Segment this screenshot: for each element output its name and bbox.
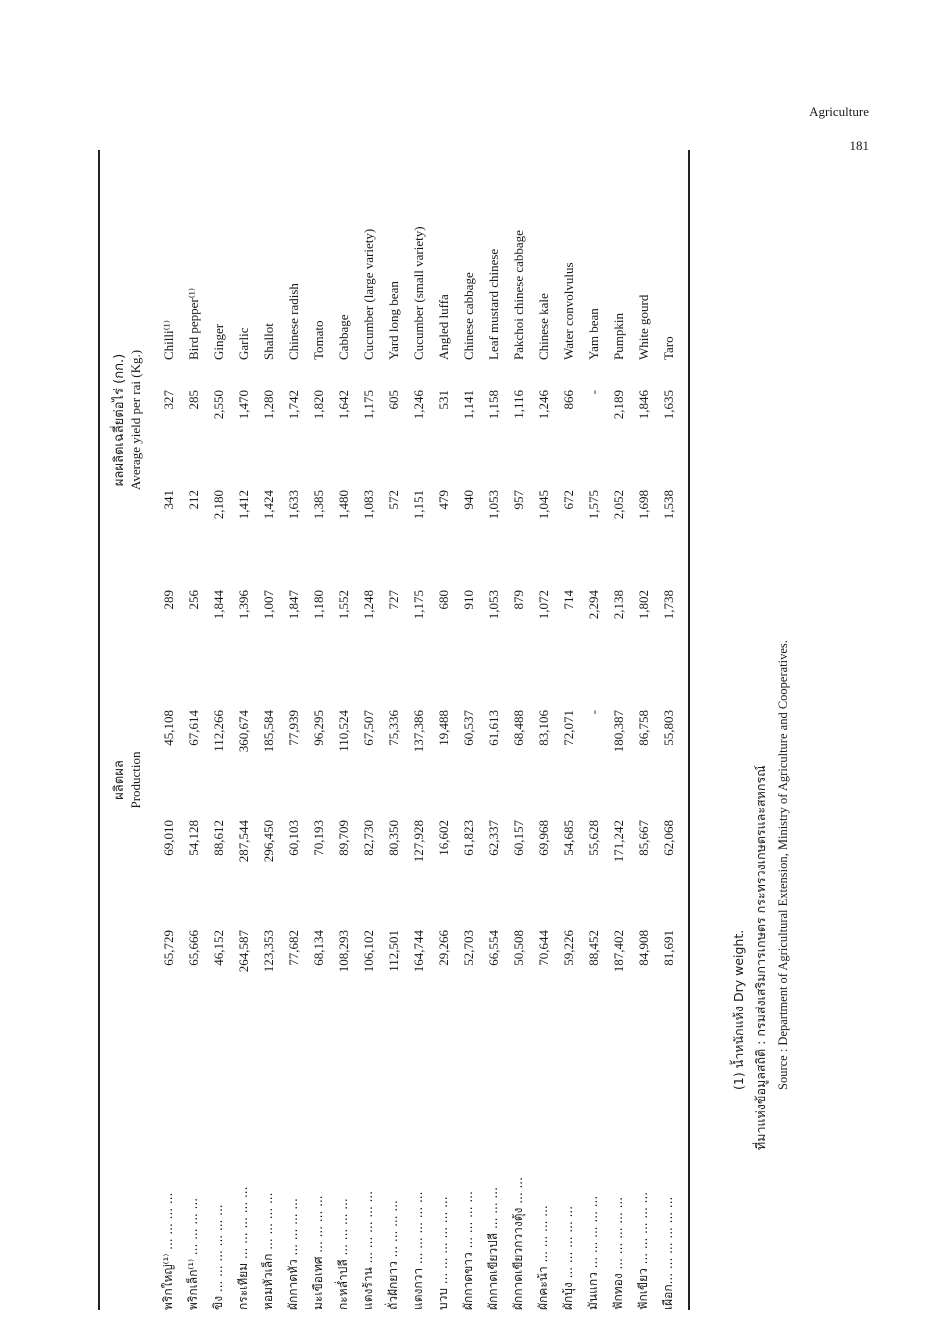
yield-value-1: 1,396 [235,590,251,620]
english-item-name: Water convolvulus [560,262,576,360]
production-value-1: 81,691 [660,930,676,966]
yield-value-3: 1,642 [335,390,351,420]
yield-value-2: 1,538 [660,490,676,520]
yield-value-2: 212 [185,490,201,510]
table-row [181,150,206,1310]
production-value-1: 164,744 [410,930,426,973]
english-item-name: Chinese cabbage [460,272,476,360]
english-item-name: Pakchoi chinese cabbage [510,230,526,360]
production-value-1: 59,226 [560,930,576,966]
production-value-1: 70,644 [535,930,551,966]
yield-value-3: 327 [160,390,176,410]
yield-value-2: 479 [435,490,451,510]
thai-item-name: หอมหัวเล็ก ... ... ... ... [261,1192,275,1310]
yield-value-3: 2,550 [210,390,226,420]
english-item-name: Chilli⁽¹⁾ [160,320,176,360]
production-value-3: 45,108 [160,710,176,746]
production-value-1: 77,682 [285,930,301,966]
yield-value-1: 1,053 [485,590,501,620]
production-value-2: 80,350 [385,820,401,856]
table-row [281,150,306,1310]
production-value-3: 60,537 [460,710,476,746]
production-value-2: 60,157 [510,820,526,856]
production-value-2: 60,103 [285,820,301,856]
production-value-3: 19,488 [435,710,451,746]
english-item-name: Cabbage [335,314,351,360]
table-row [406,150,431,1310]
yield-value-3: 1,635 [660,390,676,420]
production-value-3: 110,524 [335,710,351,752]
production-value-2: 296,450 [260,820,276,863]
yield-value-3: 1,246 [535,390,551,420]
english-item-name: Angled luffa [435,294,451,360]
table-row [581,150,606,1310]
table-row [506,150,531,1310]
yield-value-2: 1,053 [485,490,501,520]
production-value-2: 69,968 [535,820,551,856]
production-value-1: 65,666 [185,930,201,966]
production-value-3: 86,758 [635,710,651,746]
thai-item-name: ผักกาดหัว ... ... ... ... [286,1198,300,1310]
thai-item-name: กะหล่ำปลี ... ... ... ... [336,1198,350,1310]
production-value-3: 185,584 [260,710,276,753]
production-value-2: 70,193 [310,820,326,856]
production-value-1: 52,703 [460,930,476,966]
yield-value-3: - [585,390,601,395]
english-item-name: Chinese radish [285,283,301,360]
yield-value-2: 2,052 [610,490,626,520]
yield-value-2: 341 [160,490,176,510]
yield-value-2: 1,633 [285,490,301,520]
production-value-3: 83,106 [535,710,551,746]
english-item-name: Bird pepper⁽¹⁾ [185,287,201,360]
yield-value-2: 1,151 [410,490,426,520]
yield-value-3: 1,846 [635,390,651,420]
yield-value-2: 2,180 [210,490,226,520]
production-value-3: 75,336 [385,710,401,746]
table-row [331,150,356,1310]
production-value-2: 82,730 [360,820,376,856]
yield-value-1: 1,072 [535,590,551,620]
english-item-name: Garlic [235,327,251,360]
yield-value-1: 714 [560,590,576,610]
production-value-1: 264,587 [235,930,251,973]
thai-item-name: ผักกาดขาว ... ... ... ... [461,1191,475,1310]
thai-item-name: เผือก... ... ... ... ... ... [661,1196,675,1310]
table-row [431,150,456,1310]
yield-value-3: 1,175 [360,390,376,420]
table-bottom-rule [688,150,690,1310]
production-value-1: 68,134 [310,930,326,966]
english-item-name: White gourd [635,294,651,360]
yield-value-1: 680 [435,590,451,610]
thai-item-name: ผักคะน้า ... ... ... ... [536,1205,550,1310]
yield-value-3: 1,141 [460,390,476,420]
yield-value-1: 1,847 [285,590,301,620]
table-row [556,150,581,1310]
table-row [381,150,406,1310]
production-value-2: 69,010 [160,820,176,856]
thai-item-name: บวบ ... ... ... ... ... ... [436,1196,450,1310]
yield-value-3: 866 [560,390,576,410]
production-value-1: 88,452 [585,930,601,966]
production-value-2: 62,337 [485,820,501,856]
english-item-name: Ginger [210,323,226,360]
yield-value-3: 605 [385,390,401,410]
yield-value-1: 1,007 [260,590,276,620]
table-row [481,150,506,1310]
yield-value-2: 957 [510,490,526,510]
yield-value-2: 1,698 [635,490,651,520]
table-row [356,150,381,1310]
table-body [156,150,681,1310]
vegetable-table [156,150,681,1310]
yield-value-3: 2,189 [610,390,626,420]
source-thai: ที่มาแห่งข้อมูลสถิติ : กรมส่งเสริมการเกษตร กระทรวงเกษตรและสหกรณ์ [753,765,768,1150]
yield-value-3: 1,820 [310,390,326,420]
yield-value-2: 1,480 [335,490,351,520]
production-value-1: 123,353 [260,930,276,973]
production-value-3: 360,674 [235,710,251,753]
thai-item-name: ถั่วฝักยาว ... ... ... ... [386,1200,400,1310]
yield-value-1: 1,248 [360,590,376,620]
yield-value-3: 285 [185,390,201,410]
thai-item-name: ขิง ... ... ... ... ... ... [211,1204,225,1310]
production-header-en: Production [128,751,143,809]
yield-value-1: 1,180 [310,590,326,620]
table-top-rule [98,150,100,1310]
production-value-3: 77,939 [285,710,301,746]
yield-value-1: 879 [510,590,526,610]
table-row [231,150,256,1310]
thai-item-name: แตงร้าน ... ... ... ... ... [361,1190,375,1310]
production-value-1: 106,102 [360,930,376,973]
yield-value-3: 1,470 [235,390,251,420]
production-value-3: - [585,710,601,715]
yield-value-3: 1,158 [485,390,501,420]
production-value-3: 68,488 [510,710,526,746]
production-value-3: 67,507 [360,710,376,746]
production-value-3: 72,071 [560,710,576,746]
yield-value-1: 2,294 [585,590,601,620]
english-item-name: Pumpkin [610,313,626,360]
table-row [606,150,631,1310]
production-value-2: 88,612 [210,820,226,856]
yield-value-1: 910 [460,590,476,610]
production-value-3: 137,386 [410,710,426,753]
production-value-1: 112,501 [385,930,401,972]
thai-item-name: ผักบุ้ง ... ... ... ... ... [561,1205,575,1310]
english-item-name: Leaf mustard chinese [485,248,501,360]
production-value-1: 50,508 [510,930,526,966]
yield-value-2: 1,385 [310,490,326,520]
yield-value-3: 1,280 [260,390,276,420]
yield-value-1: 1,175 [410,590,426,620]
production-value-1: 108,293 [335,930,351,973]
source-english: Source : Department of Agricultural Extension, Ministry of Agriculture and Cooperatives. [776,640,790,1090]
thai-item-name: มะเขือเทศ ... ... ... ... [311,1195,325,1310]
page-number: 181 [849,138,869,153]
english-item-name: Chinese kale [535,293,551,360]
yield-value-2: 940 [460,490,476,510]
notes-block [728,640,794,1150]
english-item-name: Cucumber (small variety) [410,226,426,360]
footnote: (1) น้ำหนักแห้ง Dry weight. [731,929,746,1090]
thai-item-name: พริกเล็ก⁽¹⁾ ... ... ... ... [186,1197,200,1310]
yield-value-2: 1,412 [235,490,251,520]
production-value-2: 54,128 [185,820,201,856]
table-row [156,150,181,1310]
yield-value-3: 1,742 [285,390,301,420]
table-row [306,150,331,1310]
yield-value-2: 1,083 [360,490,376,520]
table-row [531,150,556,1310]
production-value-1: 46,152 [210,930,226,966]
production-value-2: 89,709 [335,820,351,856]
production-value-1: 84,908 [635,930,651,966]
yield-value-3: 1,246 [410,390,426,420]
thai-item-name: กระเทียม ... ... ... ... ... [236,1186,250,1310]
yield-value-1: 289 [160,590,176,610]
section-title: Agriculture [809,104,869,119]
thai-item-name: ผักกาดเขียวกวางตุ้ง ... ... [511,1177,525,1310]
production-value-2: 127,928 [410,820,426,863]
table-row [631,150,656,1310]
yield-value-2: 1,575 [585,490,601,520]
yield-value-2: 1,424 [260,490,276,520]
rotated-table-block [96,150,856,1310]
yield-value-1: 1,844 [210,590,226,620]
english-item-name: Cucumber (large variety) [360,228,376,360]
production-value-3: 67,614 [185,710,201,746]
production-value-2: 171,242 [610,820,626,863]
production-value-3: 55,803 [660,710,676,746]
thai-item-name: มันแกว ... ... ... ... ... [586,1195,600,1310]
english-item-name: Tomato [310,320,326,360]
production-value-3: 112,266 [210,710,226,752]
production-value-2: 62,068 [660,820,676,856]
yield-value-1: 2,138 [610,590,626,620]
production-value-3: 180,387 [610,710,626,753]
production-value-3: 61,613 [485,710,501,746]
thai-item-name: แตงกวา ... ... ... ... ... [411,1191,425,1310]
yield-value-3: 1,116 [510,390,526,419]
english-item-name: Yam bean [585,308,601,360]
yield-value-2: 672 [560,490,576,510]
english-item-name: Yard long bean [385,281,401,360]
table-row [206,150,231,1310]
yield-header-en: Average yield per rai (Kg.) [128,349,143,491]
production-value-2: 287,544 [235,820,251,863]
thai-item-name: ผักกาดเขียวปลี ... ... ... [486,1187,500,1310]
thai-item-name: ฟักทอง ... ... ... ... ... [611,1196,625,1310]
yield-value-1: 1,552 [335,590,351,620]
production-header-thai: ผลิตผล [112,760,127,800]
production-value-2: 61,823 [460,820,476,856]
table-row [656,150,681,1310]
yield-header-thai: ผลผลิตเฉลี่ยต่อไร่ (กก.) [112,353,127,487]
yield-value-1: 256 [185,590,201,610]
production-value-1: 29,266 [435,930,451,966]
production-value-2: 54,685 [560,820,576,856]
yield-value-1: 727 [385,590,401,610]
production-value-2: 16,602 [435,820,451,856]
yield-value-1: 1,738 [660,590,676,620]
thai-item-name: พริกใหญ่⁽¹⁾ ... ... ... ... [161,1192,175,1310]
yield-value-3: 531 [435,390,451,410]
production-value-3: 96,295 [310,710,326,746]
yield-value-2: 572 [385,490,401,510]
english-item-name: Shallot [260,323,276,360]
table-row [256,150,281,1310]
production-value-2: 55,628 [585,820,601,856]
production-value-2: 85,667 [635,820,651,856]
production-value-1: 66,554 [485,930,501,966]
production-value-1: 187,402 [610,930,626,973]
thai-item-name: ฟักเขียว ... ... ... ... ... [636,1191,650,1310]
english-item-name: Taro [660,336,676,360]
table-row [456,150,481,1310]
yield-value-1: 1,802 [635,590,651,620]
production-value-1: 65,729 [160,930,176,966]
yield-value-2: 1,045 [535,490,551,520]
